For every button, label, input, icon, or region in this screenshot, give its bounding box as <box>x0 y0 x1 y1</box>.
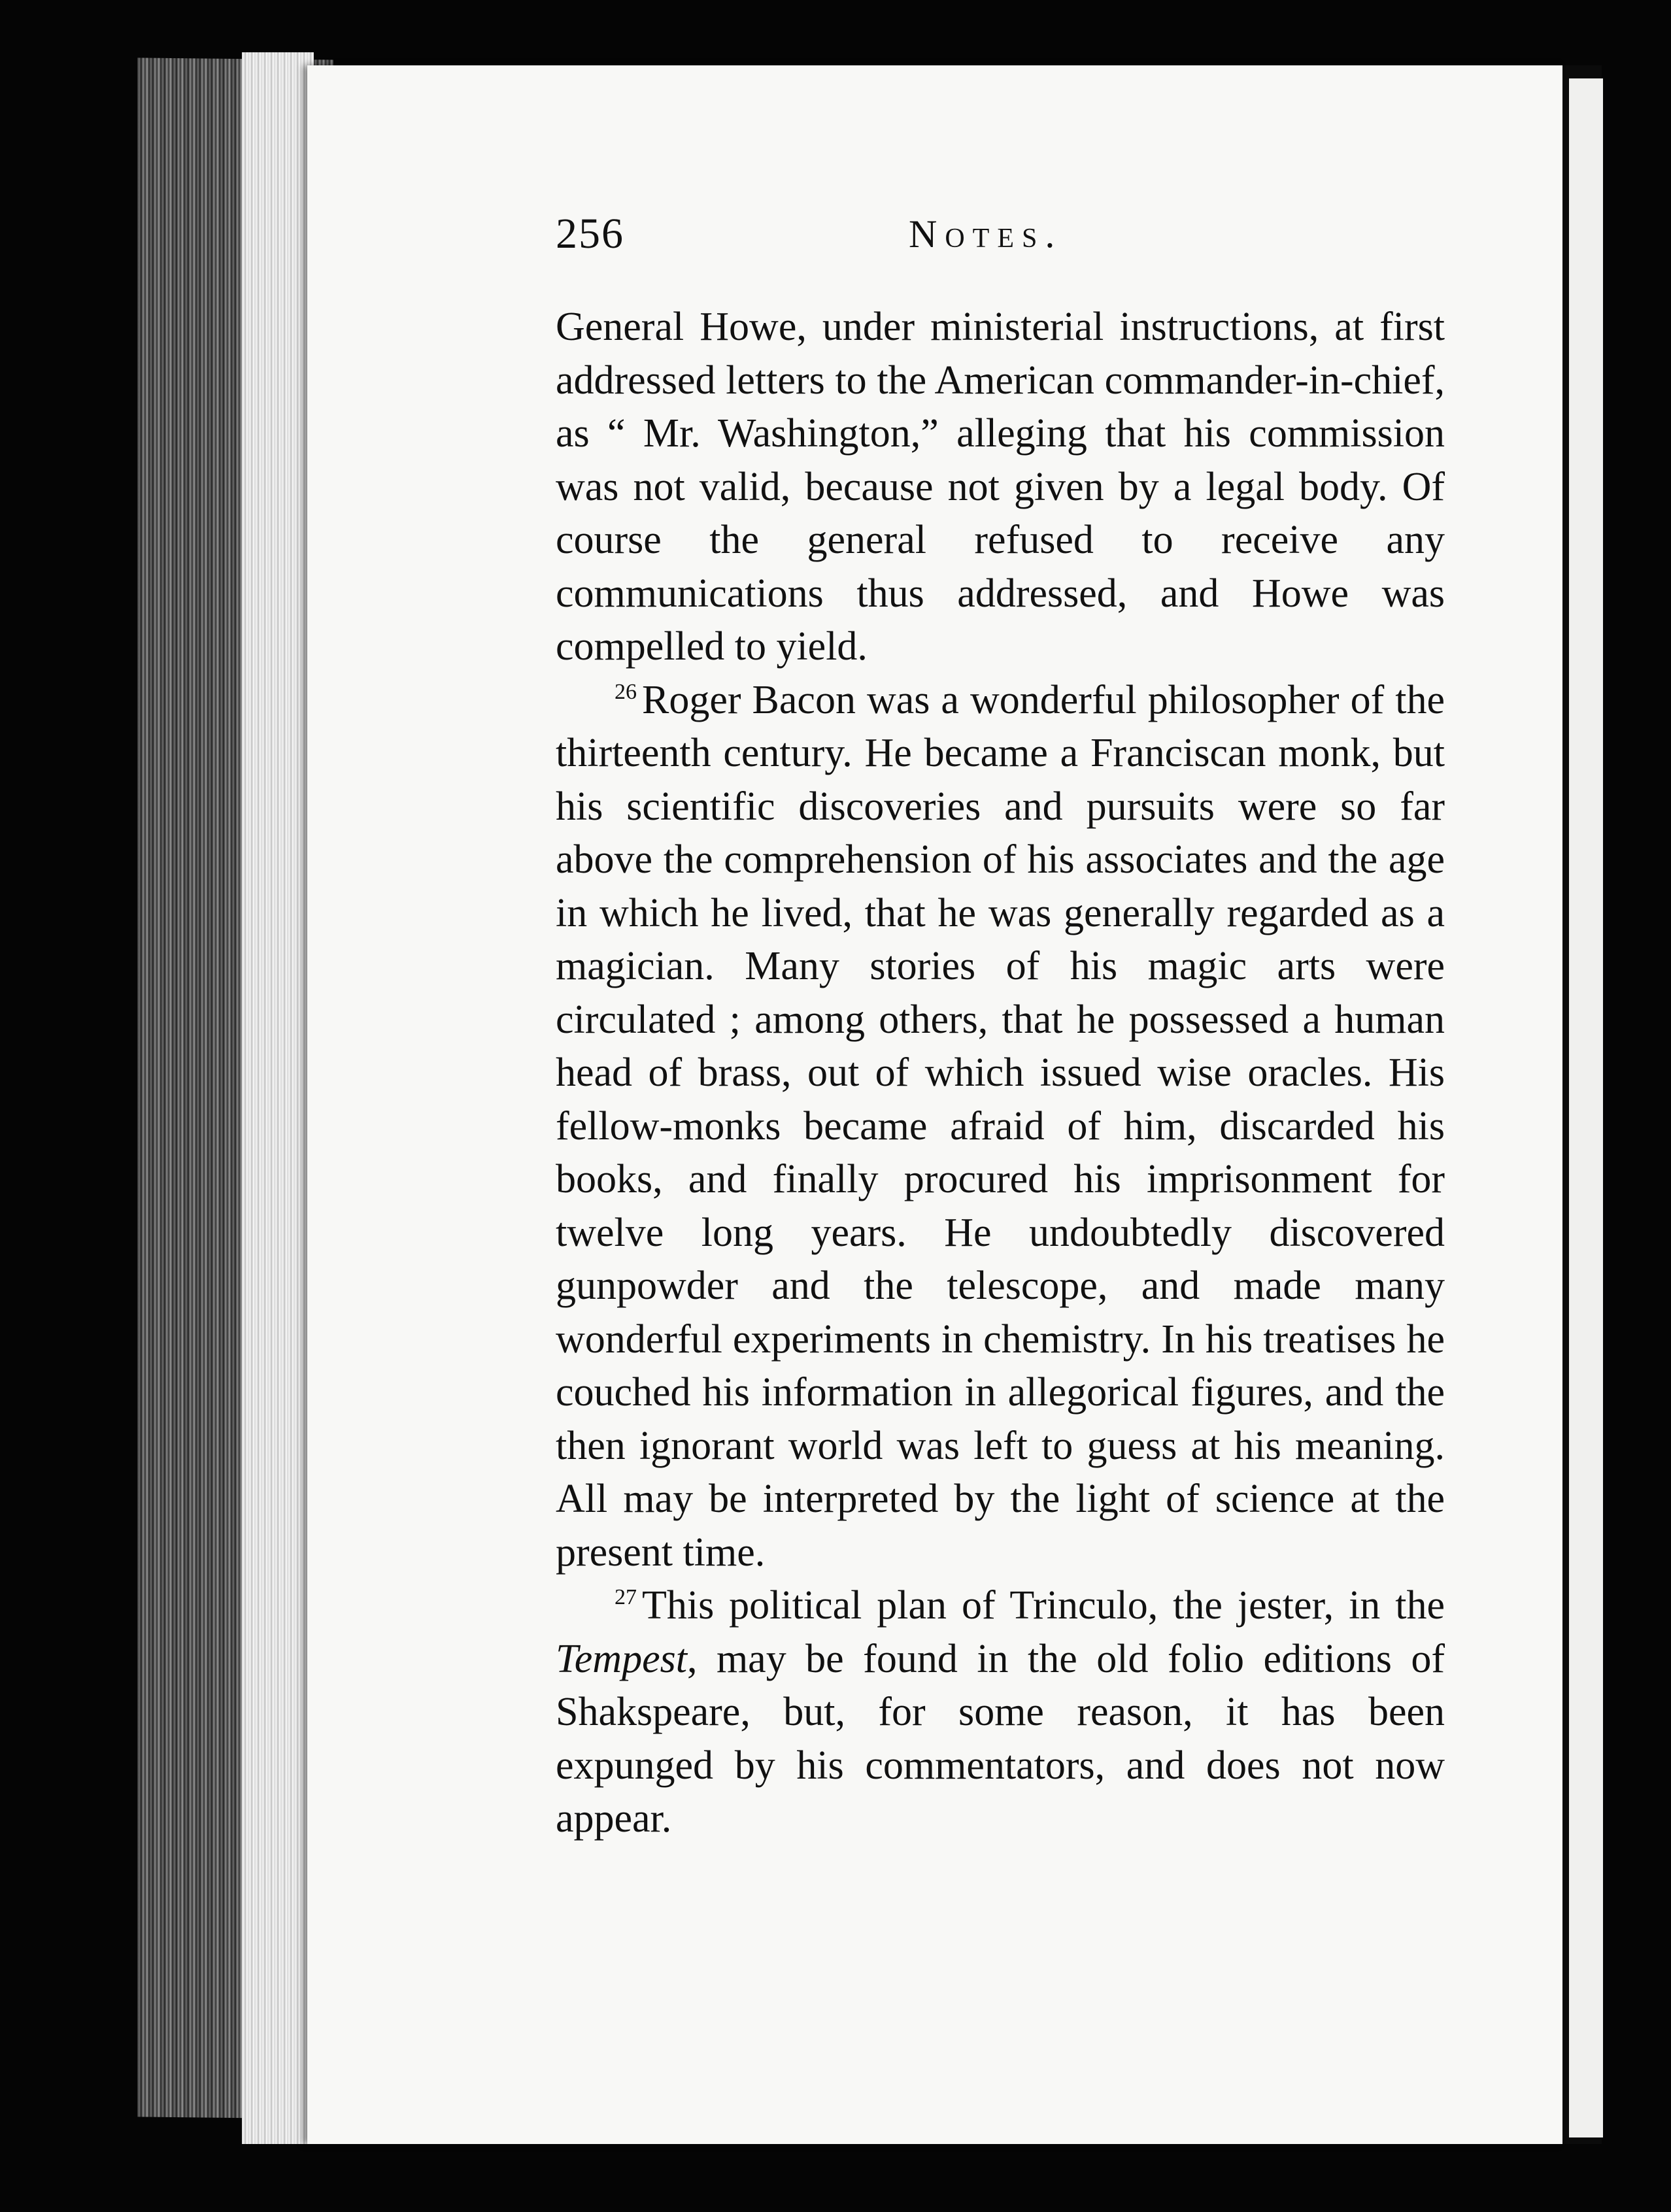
paragraph-text: General Howe, under ministerial instructions, at first addressed letters to the American commander-in-chief, as “ Mr. Washington,” alleging that his commission was not valid, because not given by a legal body. Of course the general refused to receive any communications thus addressed, and Howe was compelled to yield. <box>556 305 1445 669</box>
next-page-edge <box>1569 78 1603 2137</box>
note-26 <box>556 674 1445 1580</box>
note-27 <box>556 1579 1445 1846</box>
page-header <box>556 209 1438 268</box>
italic-title: Tempest <box>556 1636 687 1681</box>
book-page-edges-light <box>242 52 314 2144</box>
note-paragraph-continued <box>556 301 1445 674</box>
note-reference-number: 26 <box>615 679 637 704</box>
note-reference-number: 27 <box>615 1585 637 1610</box>
paragraph-text: Roger Bacon was a wonderful philosopher of the thirteenth century. He became a Franciscan monk, but his scientific discoveries and pursuits were so far above the comprehension of his associates and the age in which he lived, that he was generally regarded as a magician. Many stories of his magic arts were circulated ; among others, that he possessed a human head of brass, out of which issued wise oracles. His fellow-monks became afraid of him, discarded his books, and finally procured his imprisonment for twelve long years. He undoubtedly discovered gunpowder and the telescope, and made many wonderful experiments in chemistry. In his treatises he couched his information in allegorical figures, and the then ignorant world was left to guess at his meaning. All may be interpreted by the light of science at the present time. <box>556 677 1445 1575</box>
running-head: Notes. <box>909 212 1063 256</box>
paragraph-text-after: , may be found in the old folio editions of Shakspeare, but, for some reason, it has been expunged by his commentators, and does not now appear. <box>556 1636 1445 1841</box>
page-number: 256 <box>556 210 624 258</box>
paragraph-text-before: This political plan of Trinculo, the jester, in the <box>642 1583 1445 1628</box>
notes-body <box>556 301 1445 1846</box>
